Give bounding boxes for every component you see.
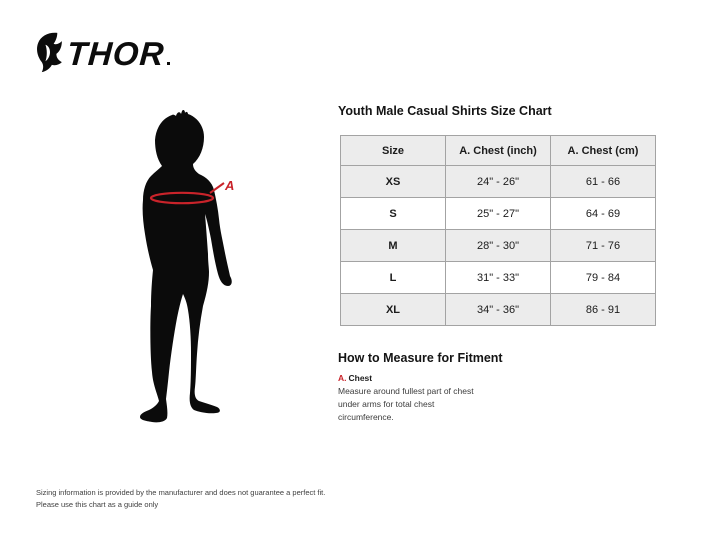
how-to-measure-title: How to Measure for Fitment [338,351,503,365]
size-chart-table [340,135,656,326]
chest-cm-cell: 64 - 69 [551,198,656,230]
size-cell: XL [341,294,446,326]
chest-inch-cell: 31" - 33" [446,262,551,294]
child-silhouette [140,110,235,422]
brand-wordmark: THOR [65,35,166,72]
size-cell: L [341,262,446,294]
measure-point-name: Chest [348,373,373,383]
chest-cm-cell: 71 - 76 [551,230,656,262]
chest-inch-cell: 25" - 27" [446,198,551,230]
size-cell: XS [341,166,446,198]
chest-inch-cell: 34" - 36" [446,294,551,326]
disclaimer-line-2: Please use this chart as a guide only [36,500,159,510]
thor-emblem-icon [36,32,64,74]
chest-marker-label: A [225,178,235,193]
table-row [341,198,656,230]
table-row [341,230,656,262]
size-cell: M [341,230,446,262]
chest-cm-cell: 86 - 91 [551,294,656,326]
chest-cm-cell: 61 - 66 [551,166,656,198]
column-header-chest-cm: A. Chest (cm) [551,136,656,166]
chest-inch-cell: 24" - 26" [446,166,551,198]
table-row [341,166,656,198]
size-chart-title: Youth Male Casual Shirts Size Chart [338,104,552,118]
column-header-chest-inch: A. Chest (inch) [446,136,551,166]
disclaimer-line-1: Sizing information is provided by the manufacturer and does not guarantee a perfect fit. [36,488,326,497]
chest-cm-cell: 79 - 84 [551,262,656,294]
disclaimer-text [36,487,325,512]
table-header-row [341,136,656,166]
measure-point-description: Measure around fullest part of chest under arms for total chest circumference. [338,386,474,422]
brand-trademark-dot [167,62,170,65]
measure-point-label [338,373,372,383]
table-row [341,294,656,326]
brand-logo [36,32,170,74]
measure-point-key: A. [338,373,347,383]
chest-inch-cell: 28" - 30" [446,230,551,262]
column-header-size: Size [341,136,446,166]
youth-silhouette-diagram [138,110,238,423]
size-cell: S [341,198,446,230]
table-row [341,262,656,294]
